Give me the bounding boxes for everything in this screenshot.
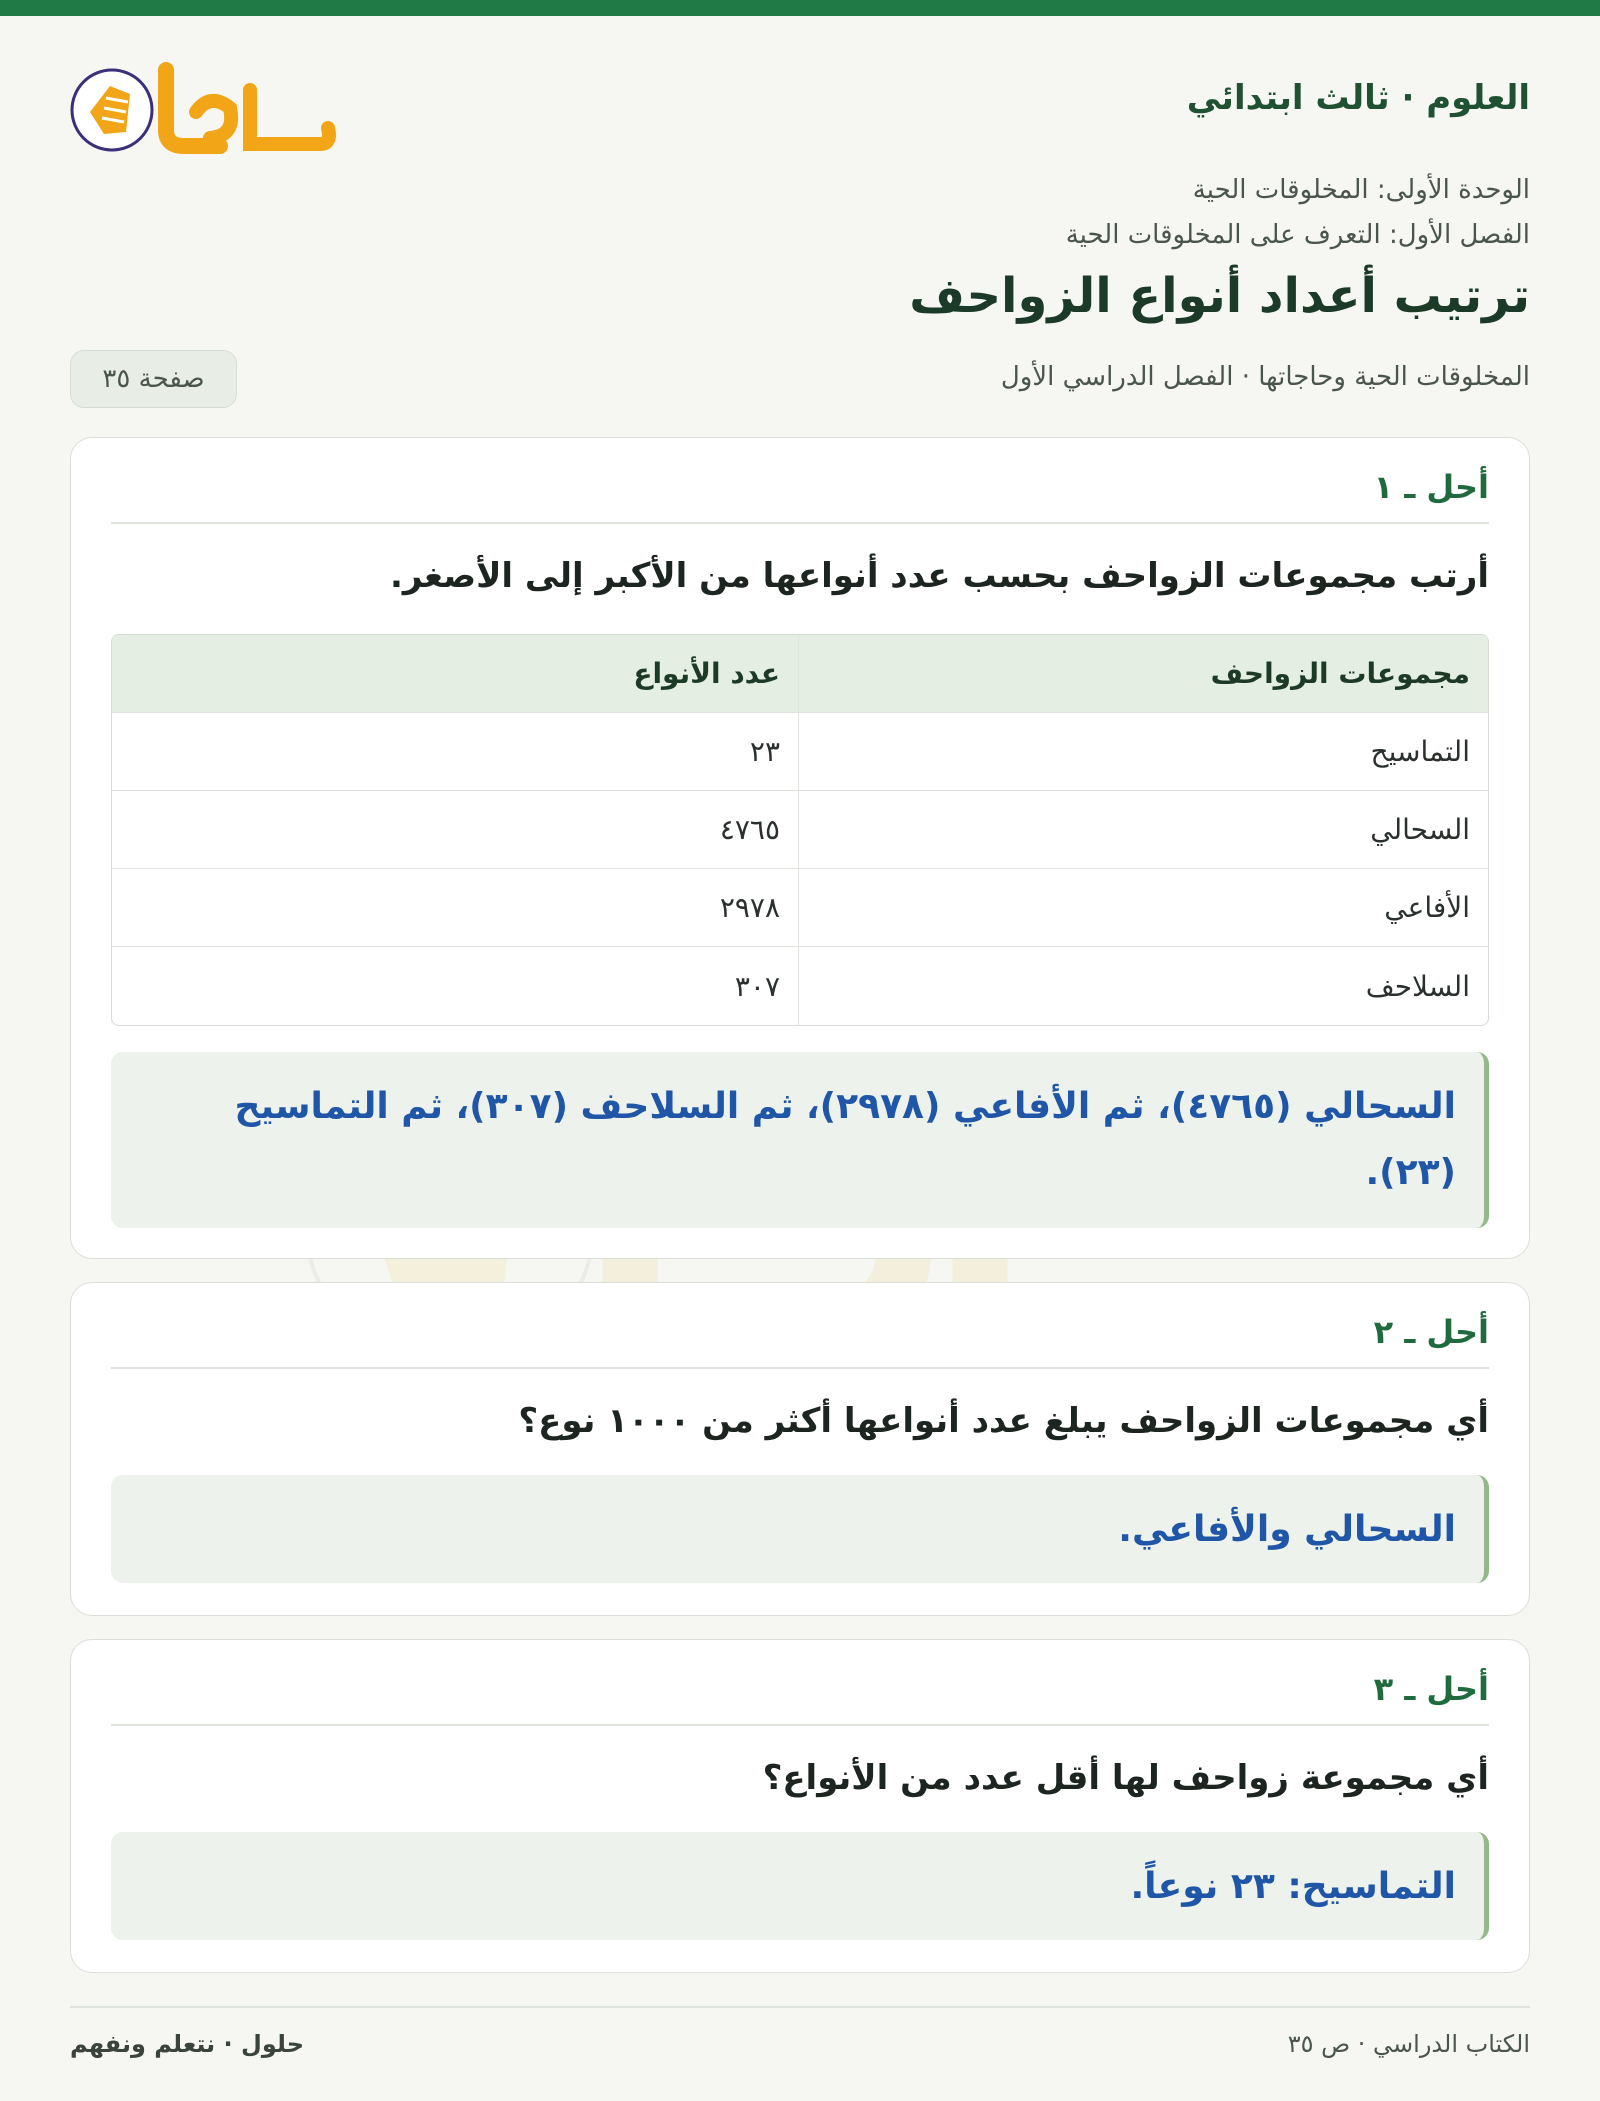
answer-box: التماسيح: ٢٣ نوعاً.	[111, 1832, 1489, 1940]
question-text: أي مجموعة زواحف لها أقل عدد من الأنواع؟	[762, 1758, 1489, 1798]
table-row	[112, 869, 1488, 947]
table-cell-count: ٢٣	[749, 735, 780, 768]
table-cell-group: التماسيح	[798, 713, 1488, 790]
question-card-1	[70, 437, 1530, 1259]
answer-box: السحالي (٤٧٦٥)، ثم الأفاعي (٢٩٧٨)، ثم السلاحف (٣٠٧)، ثم التماسيح (٢٣).	[111, 1052, 1489, 1228]
reptile-species-table	[111, 634, 1489, 1026]
hulul-logo-icon[interactable]	[70, 50, 340, 160]
question-card-3	[70, 1639, 1530, 1973]
question-card-2	[70, 1282, 1530, 1616]
table-cell-count: ٤٧٦٥	[719, 813, 780, 846]
footer-page-reference: الكتاب الدراسي · ص ٣٥	[1287, 2030, 1530, 2058]
card-heading: أحل ـ ٣	[111, 1670, 1489, 1726]
footer-brand-slogan: حلول · نتعلم ونفهم	[70, 2030, 304, 2058]
table-cell-count: ٣٠٧	[734, 969, 780, 1003]
lesson-meta: المخلوقات الحية وحاجاتها · الفصل الدراسي الأول	[1000, 362, 1530, 392]
question-text: أي مجموعات الزواحف يبلغ عدد أنواعها أكثر من ١٠٠٠ نوع؟	[518, 1401, 1489, 1441]
table-cell-group: الأفاعي	[798, 869, 1488, 946]
page-header	[70, 40, 1530, 420]
column-header-groups: مجموعات الزواحف	[798, 635, 1488, 712]
card-heading: أحل ـ ٢	[111, 1313, 1489, 1369]
table-header-row	[112, 635, 1488, 713]
table-cell-group: السلاحف	[798, 947, 1488, 1025]
question-text: أرتب مجموعات الزواحف بحسب عدد أنواعها من الأكبر إلى الأصغر.	[389, 556, 1489, 596]
page-number-badge: صفحة ٣٥	[70, 350, 237, 408]
unit-label: الوحدة الأولى: المخلوقات الحية	[1192, 175, 1530, 205]
footer-divider	[70, 2006, 1530, 2008]
table-row	[112, 713, 1488, 791]
subject-grade: العلوم · ثالث ابتدائي	[1186, 78, 1530, 118]
table-cell-count: ٢٩٧٨	[719, 891, 780, 924]
card-heading: أحل ـ ١	[111, 468, 1489, 524]
chapter-label: الفصل الأول: التعرف على المخلوقات الحية	[1065, 220, 1530, 250]
table-cell-group: السحالي	[798, 791, 1488, 868]
top-accent-bar	[0, 0, 1600, 16]
answer-box: السحالي والأفاعي.	[111, 1475, 1489, 1583]
table-row	[112, 947, 1488, 1025]
table-row	[112, 791, 1488, 869]
column-header-count: عدد الأنواع	[633, 657, 780, 690]
page-title: ترتيب أعداد أنواع الزواحف	[909, 268, 1530, 324]
